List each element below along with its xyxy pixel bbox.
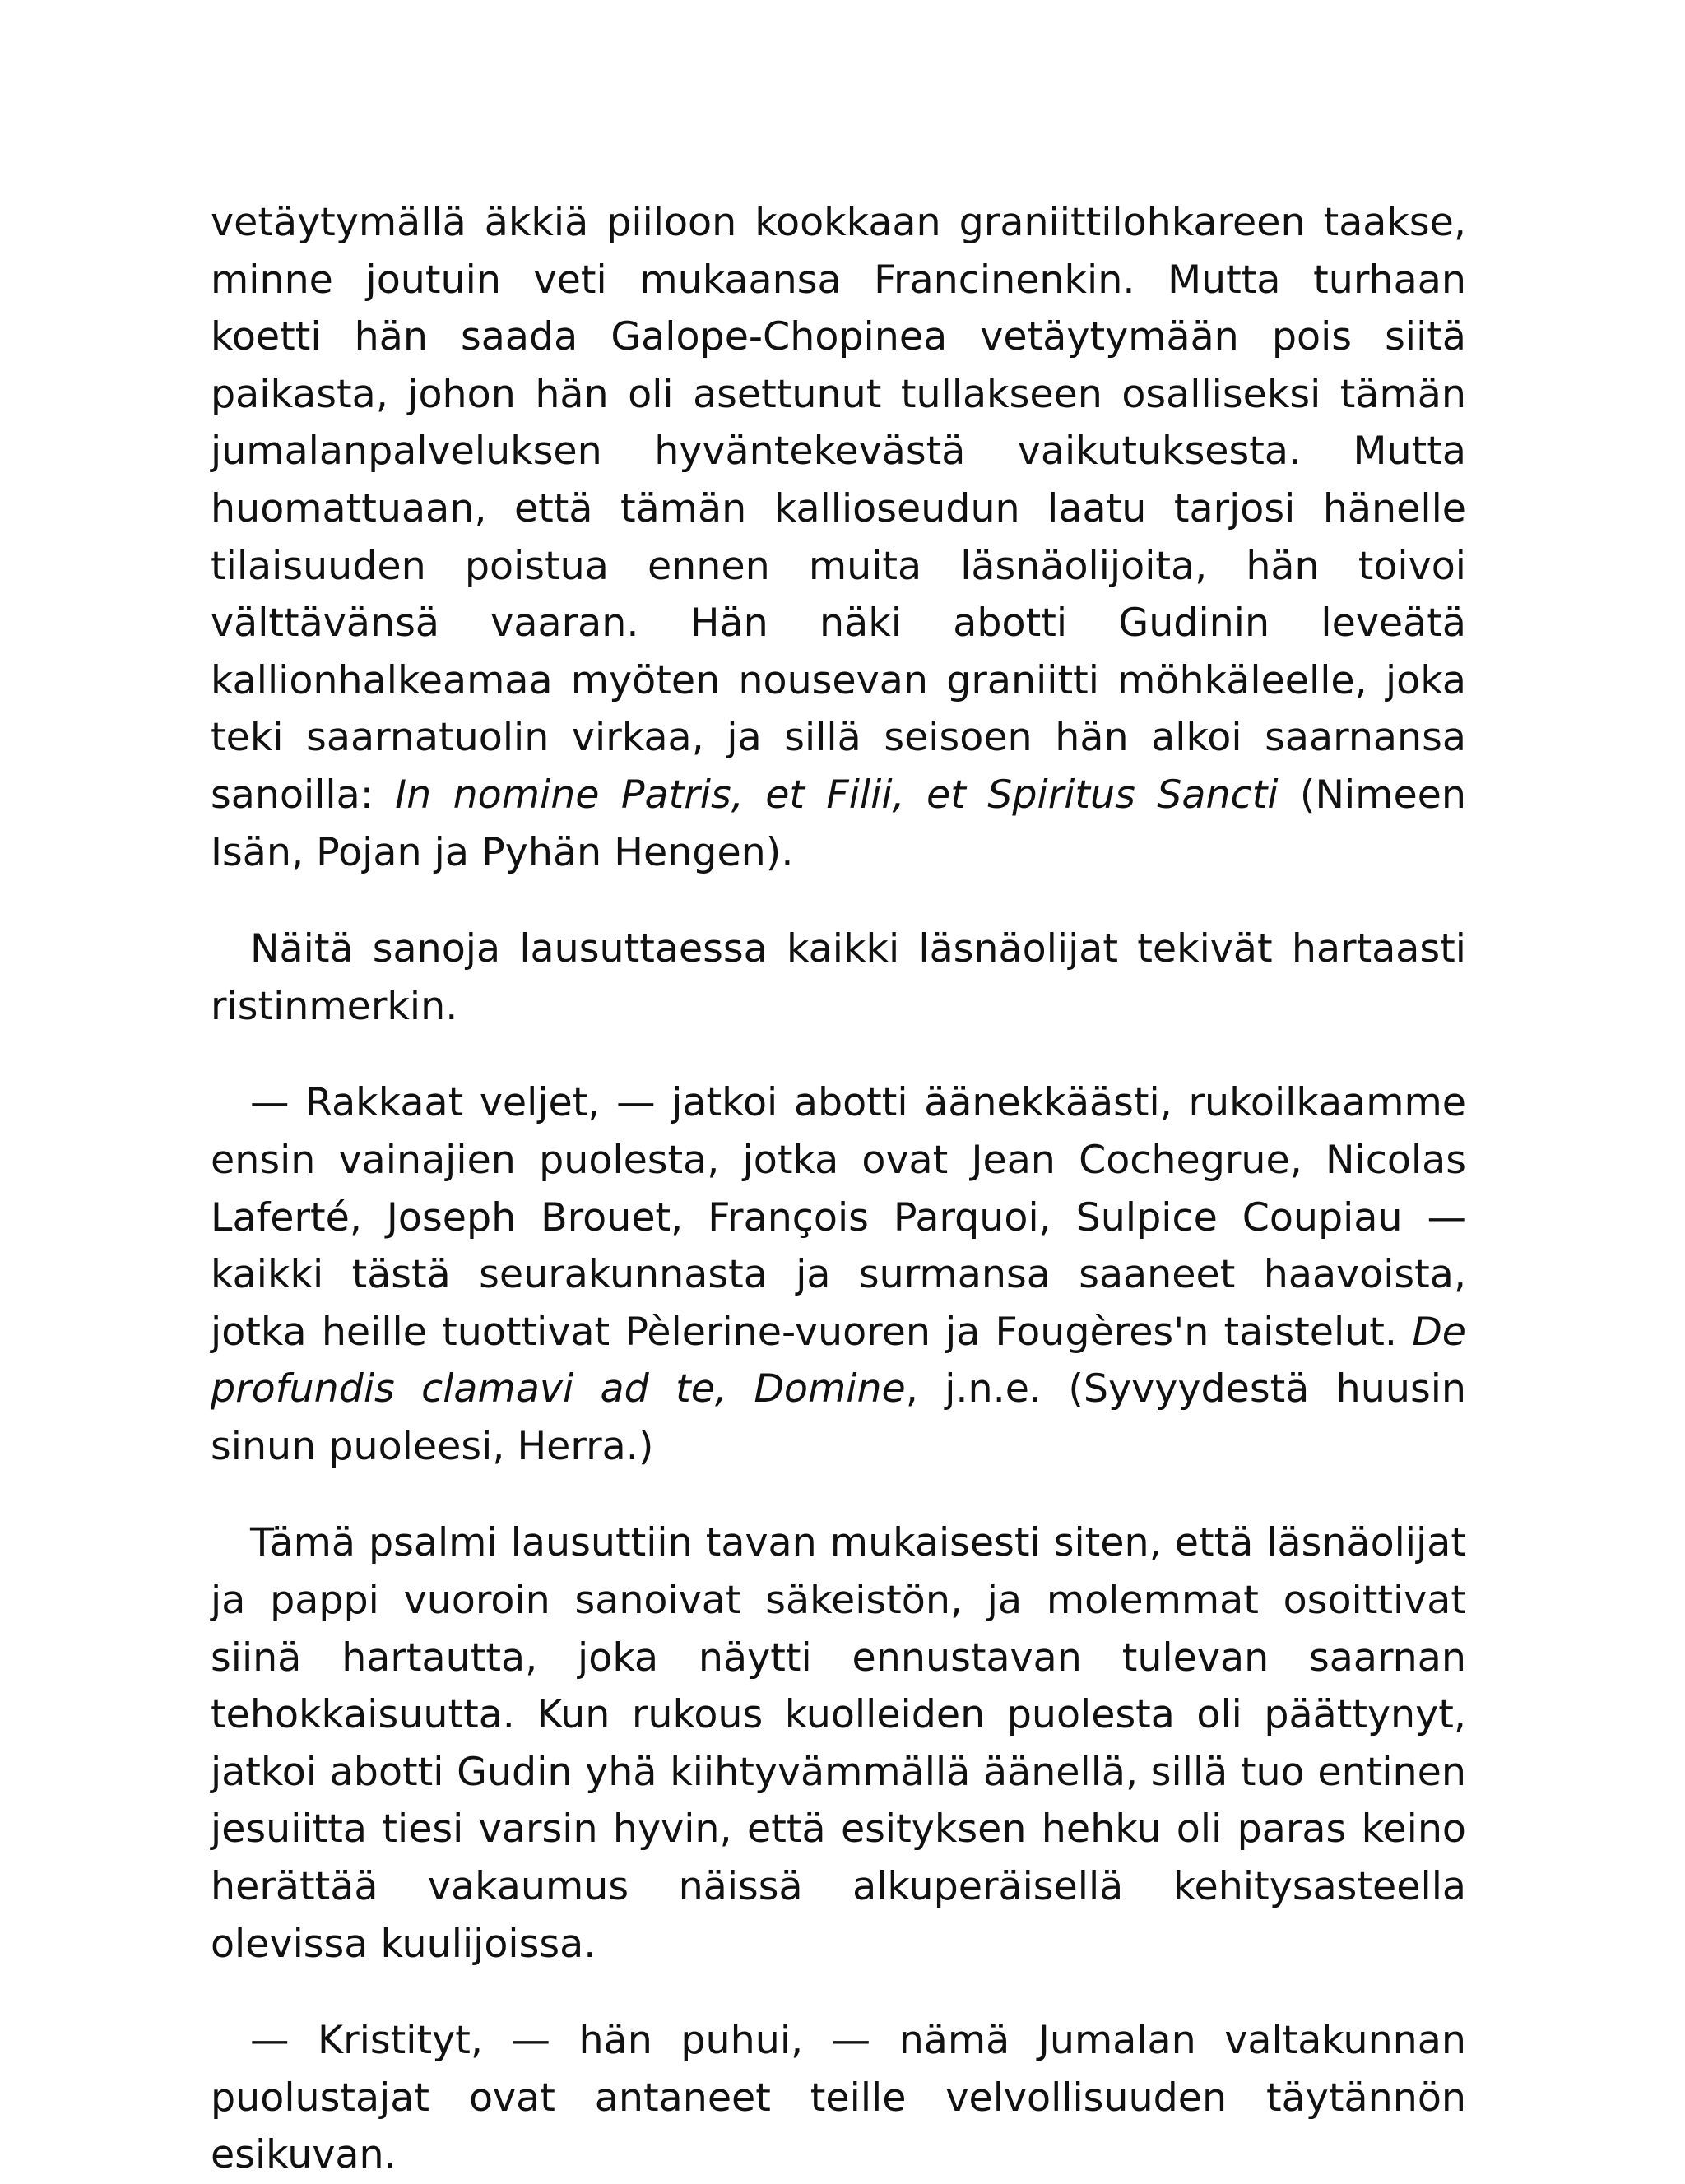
latin-phrase-de-profundis: De profundis clamavi ad te, Domine — [211, 1309, 1466, 1412]
paragraph-2-text: Näitä sanoja lausuttaessa kaikki läsnäolijat tekivät hartaasti ristinmerkin. — [211, 926, 1466, 1029]
paragraph-3-text-a: — Rakkaat veljet, — jatkoi abotti äänekkäästi, rukoilkaamme ensin vainajien puolesta, jotka ovat Jean Cochegrue, Nicolas Laferté, Joseph Brouet, François Parquoi, Sulpice Coupiau — kaikki tästä seurakunnasta ja surmansa saaneet haavoista, jotka heille tuottivat Pèlerine-vuoren ja Fougères'n taistelut. — [211, 1080, 1466, 1355]
paragraph-5 — [211, 2012, 1466, 2184]
paragraph-2 — [211, 920, 1466, 1035]
paragraph-4-text: Tämä psalmi lausuttiin tavan mukaisesti siten, että läsnäolijat ja pappi vuoroin sanoivat säkeistön, ja molemmat osoittivat siinä hartautta, joka näytti ennustavan tulevan saarnan tehokkaisuutta. Kun rukous kuolleiden puolesta oli päättynyt, jatkoi abotti Gudin yhä kiihtyvämmällä äänellä, sillä tuo entinen jesuiitta tiesi varsin hyvin, että esityksen hehku oli paras keino herättää vakaumus näissä alkuperäisellä kehitysasteella olevissa kuulijoissa. — [211, 1520, 1466, 1967]
paragraph-3 — [211, 1074, 1466, 1475]
paragraph-1-text-b: (Nimeen Isän, Pojan ja Pyhän Hengen). — [211, 772, 1467, 875]
paragraph-1-text-a: vetäytymällä äkkiä piiloon kookkaan graniittilohkareen taakse, minne joutuin veti mukaansa Francinenkin. Mutta turhaan koetti hän saada Galope-Chopinea vetäytymään pois siitä paikasta, johon hän oli asettunut tullakseen osalliseksi tämän jumalanpalveluksen hyväntekevästä vaikutuksesta. Mutta huomattuaan, että tämän kallioseudun laatu tarjosi hänelle tilaisuuden poistua ennen muita läsnäolijoita, hän toivoi välttävänsä vaaran. Hän näki abotti Gudinin leveätä kallionhalkeamaa myöten nousevan graniitti möhkäleelle, joka teki saarnatuolin virkaa, ja sillä seisoen hän alkoi saarnansa sanoilla: — [211, 200, 1466, 818]
paragraph-5-text: — Kristityt, — hän puhui, — nämä Jumalan valtakunnan puolustajat ovat antaneet teille velvollisuuden täytännön esikuvan. — [211, 2018, 1466, 2178]
latin-phrase-in-nomine: In nomine Patris, et Filii, et Spiritus Sancti — [395, 772, 1279, 818]
book-page — [211, 194, 1466, 2184]
paragraph-3-text-b: , j.n.e. (Syvyydestä huusin sinun puoleesi, Herra.) — [211, 1366, 1466, 1469]
paragraph-4 — [211, 1514, 1466, 1973]
paragraph-1 — [211, 194, 1466, 881]
